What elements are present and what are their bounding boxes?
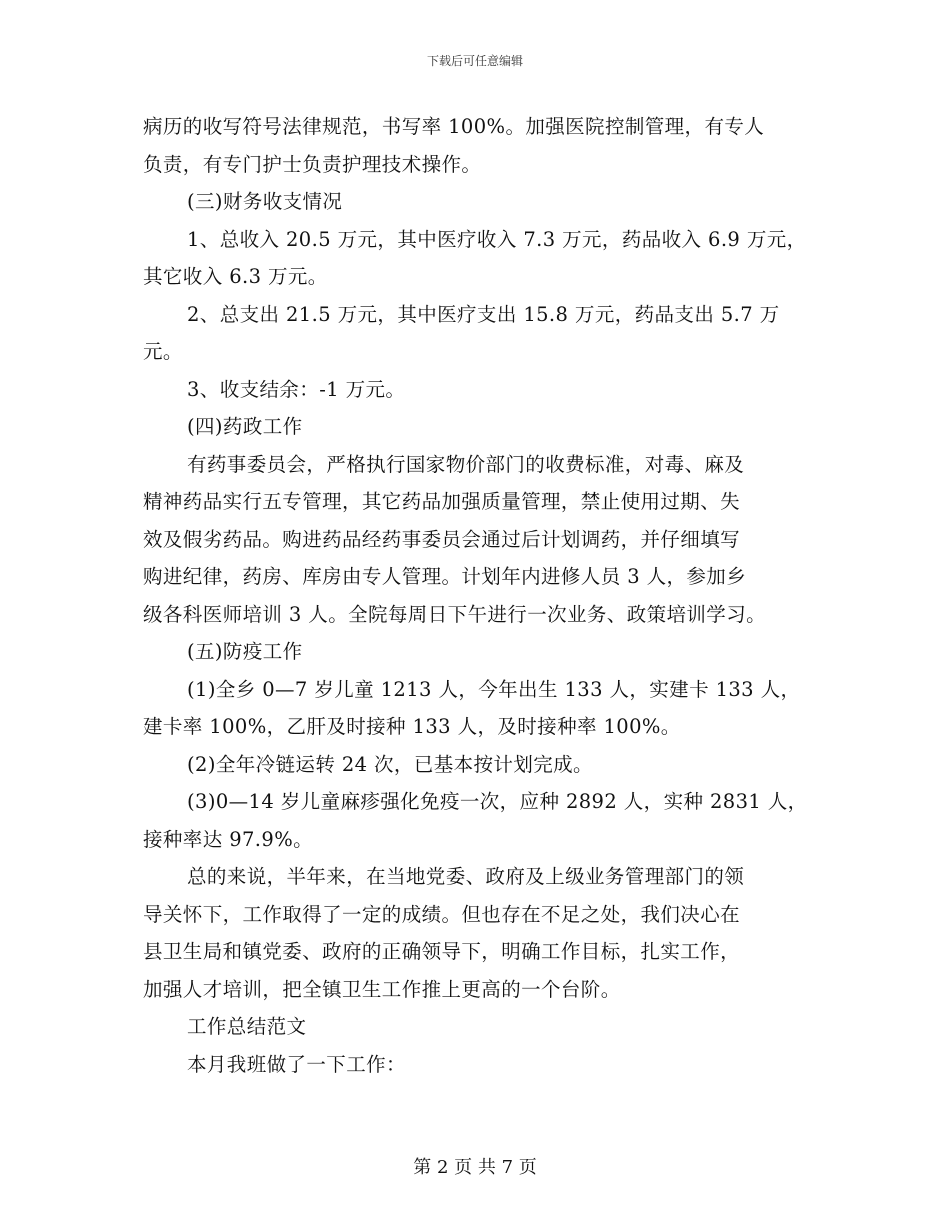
- text-line: 负责，有专门护士负责护理技术操作。: [143, 152, 482, 176]
- text-line: (2)全年冷链运转 24 次，已基本按计划完成。: [187, 752, 593, 776]
- text-line: (三)财务收支情况: [187, 190, 343, 213]
- text-line: (四)药政工作: [187, 415, 303, 438]
- text-line: 建卡率 100%，乙肝及时接种 133 人，及时接种率 100%。: [143, 715, 681, 738]
- page-footer: 第 2 页 共 7 页: [413, 1157, 537, 1178]
- text-line: 接种率达 97.9%。: [143, 827, 314, 851]
- text-line: 加强人才培训，把全镇卫生工作推上更高的一个台阶。: [143, 977, 621, 1001]
- text-line: 工作总结范文: [187, 1015, 307, 1038]
- text-line: 总的来说，半年来，在当地党委、政府及上级业务管理部门的领: [187, 865, 745, 888]
- text-line: 有药事委员会，严格执行国家物价部门的收费标准，对毒、麻及: [187, 452, 745, 476]
- text-line: 本月我班做了一下工作：: [187, 1052, 406, 1076]
- text-line: 效及假劣药品。购进药品经药事委员会通过后计划调药，并仔细填写: [143, 527, 741, 551]
- text-line: 其它收入 6.3 万元。: [143, 265, 328, 288]
- text-line: 3、收支结余：-1 万元。: [187, 377, 406, 401]
- text-line: (1)全乡 0—7 岁儿童 1213 人，今年出生 133 人，实建卡 133 人，: [187, 677, 801, 701]
- text-line: 元。: [143, 340, 183, 363]
- text-line: 县卫生局和镇党委、政府的正确领导下，明确工作目标，扎实工作，: [143, 940, 741, 963]
- text-line: 2、总支出 21.5 万元，其中医疗支出 15.8 万元，药品支出 5.7 万: [187, 302, 780, 326]
- text-line: 精神药品实行五专管理，其它药品加强质量管理，禁止使用过期、失: [143, 490, 741, 513]
- text-line: (3)0—14 岁儿童麻疹强化免疫一次，应种 2892 人，实种 2831 人，: [187, 790, 808, 813]
- text-line: (五)防疫工作: [187, 640, 303, 663]
- text-line: 1、总收入 20.5 万元，其中医疗收入 7.3 万元，药品收入 6.9 万元，: [187, 227, 807, 251]
- document-body: [143, 108, 843, 1083]
- text-line: 级各科医师培训 3 人。全院每周日下午进行一次业务、政策培训学习。: [143, 602, 767, 626]
- text-line: 导关怀下，工作取得了一定的成绩。但也存在不足之处，我们决心在: [143, 902, 741, 926]
- page-header: 下载后可任意编辑: [426, 54, 523, 68]
- text-line: 购进纪律，药房、库房由专人管理。计划年内进修人员 3 人，参加乡: [143, 565, 747, 588]
- text-line: 病历的收写符号法律规范，书写率 100%。加强医院控制管理，有专人: [143, 115, 765, 138]
